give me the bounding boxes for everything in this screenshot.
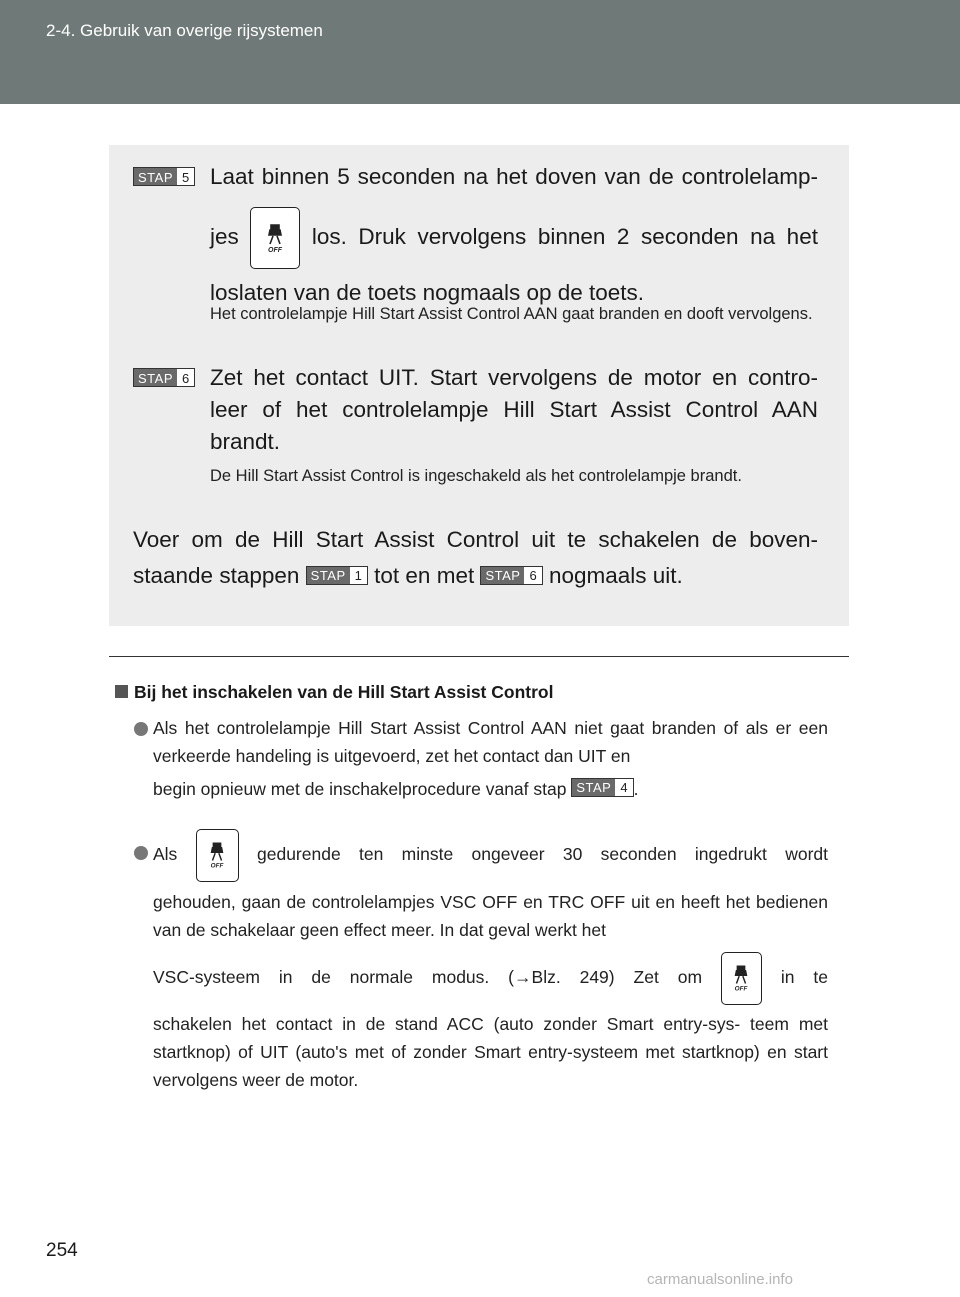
step-6-label: STAP 6 [133, 368, 195, 387]
vsc-off-switch-icon [250, 207, 300, 269]
summary-text: Voer om de Hill Start Assist Control uit te schakelen de boven- staande stappen STAP 1 tot en met STAP 6 nogmaals uit. [133, 527, 818, 588]
step-4-ref: STAP 4 [571, 778, 633, 797]
watermark: carmanualsonline.info [647, 1271, 793, 1288]
bullet-1-icon [134, 722, 148, 736]
square-bullet-icon [115, 685, 128, 698]
arrow-icon: → [514, 967, 532, 987]
bullet-2-icon [134, 846, 148, 860]
svg-text:OFF: OFF [210, 863, 224, 870]
bullet-2-text: Als OFF gedurende ten minste ongeveer 30 seconden ingedrukt wordt gehouden, gaan de controlelampjes VSC OFF en TRC OFF uit en heeft het bedienen van de schakelaar geen effect meer. In dat geval werkt het VSC-systeem in de normale modus. (→Blz. 249) Zet om OFF in te schakelen het contact in de stand ACC (auto zonder Smart entry-sys- teem met startknop) of UIT (auto's met of zonder Smart entry-systeem met startknop) en start vervolgens weer de motor. [153, 826, 828, 1094]
step-6-note: De Hill Start Assist Control is ingeschakeld als het controlelampje brandt. [210, 467, 742, 485]
notes-heading: Bij het inschakelen van de Hill Start Assist Control [115, 682, 553, 703]
section-title: 2-4. Gebruik van overige rijsystemen [46, 21, 323, 40]
section-divider [109, 656, 849, 657]
page-header [0, 0, 960, 104]
svg-text:OFF: OFF [735, 986, 748, 993]
vsc-off-switch-icon [196, 829, 239, 882]
step-5-line2: jes OFF los. Druk vervolgens binnen 2 seconden na het [210, 197, 818, 277]
step-5-note: Het controlelampje Hill Start Assist Control AAN gaat branden en dooft vervolgens. [210, 305, 813, 323]
vsc-off-switch-icon [721, 952, 762, 1005]
page-number: 254 [46, 1240, 78, 1261]
step-6-text: Zet het contact UIT. Start vervolgens de motor en contro- leer of het controlelampje Hill Start Assist Control AAN brandt. [210, 365, 818, 454]
step-5-label: STAP 5 [133, 167, 195, 186]
step-1-ref: STAP 1 [306, 566, 368, 585]
step-6-ref: STAP 6 [480, 566, 542, 585]
svg-text:OFF: OFF [268, 247, 283, 254]
step-5-text: Laat binnen 5 seconden na het doven van de controlelamp- jes OFF los. Druk vervolgens binnen 2 seconden na het loslaten van de toets nogmaals op de toets. [210, 164, 818, 305]
bullet-1-text: Als het controlelampje Hill Start Assist Control AAN niet gaat branden of als er een verkeerde handeling is uitgevoerd, zet het contact dan UIT en begin opnieuw met de inschakelprocedure vanaf stap STAP 4 . [153, 718, 828, 799]
